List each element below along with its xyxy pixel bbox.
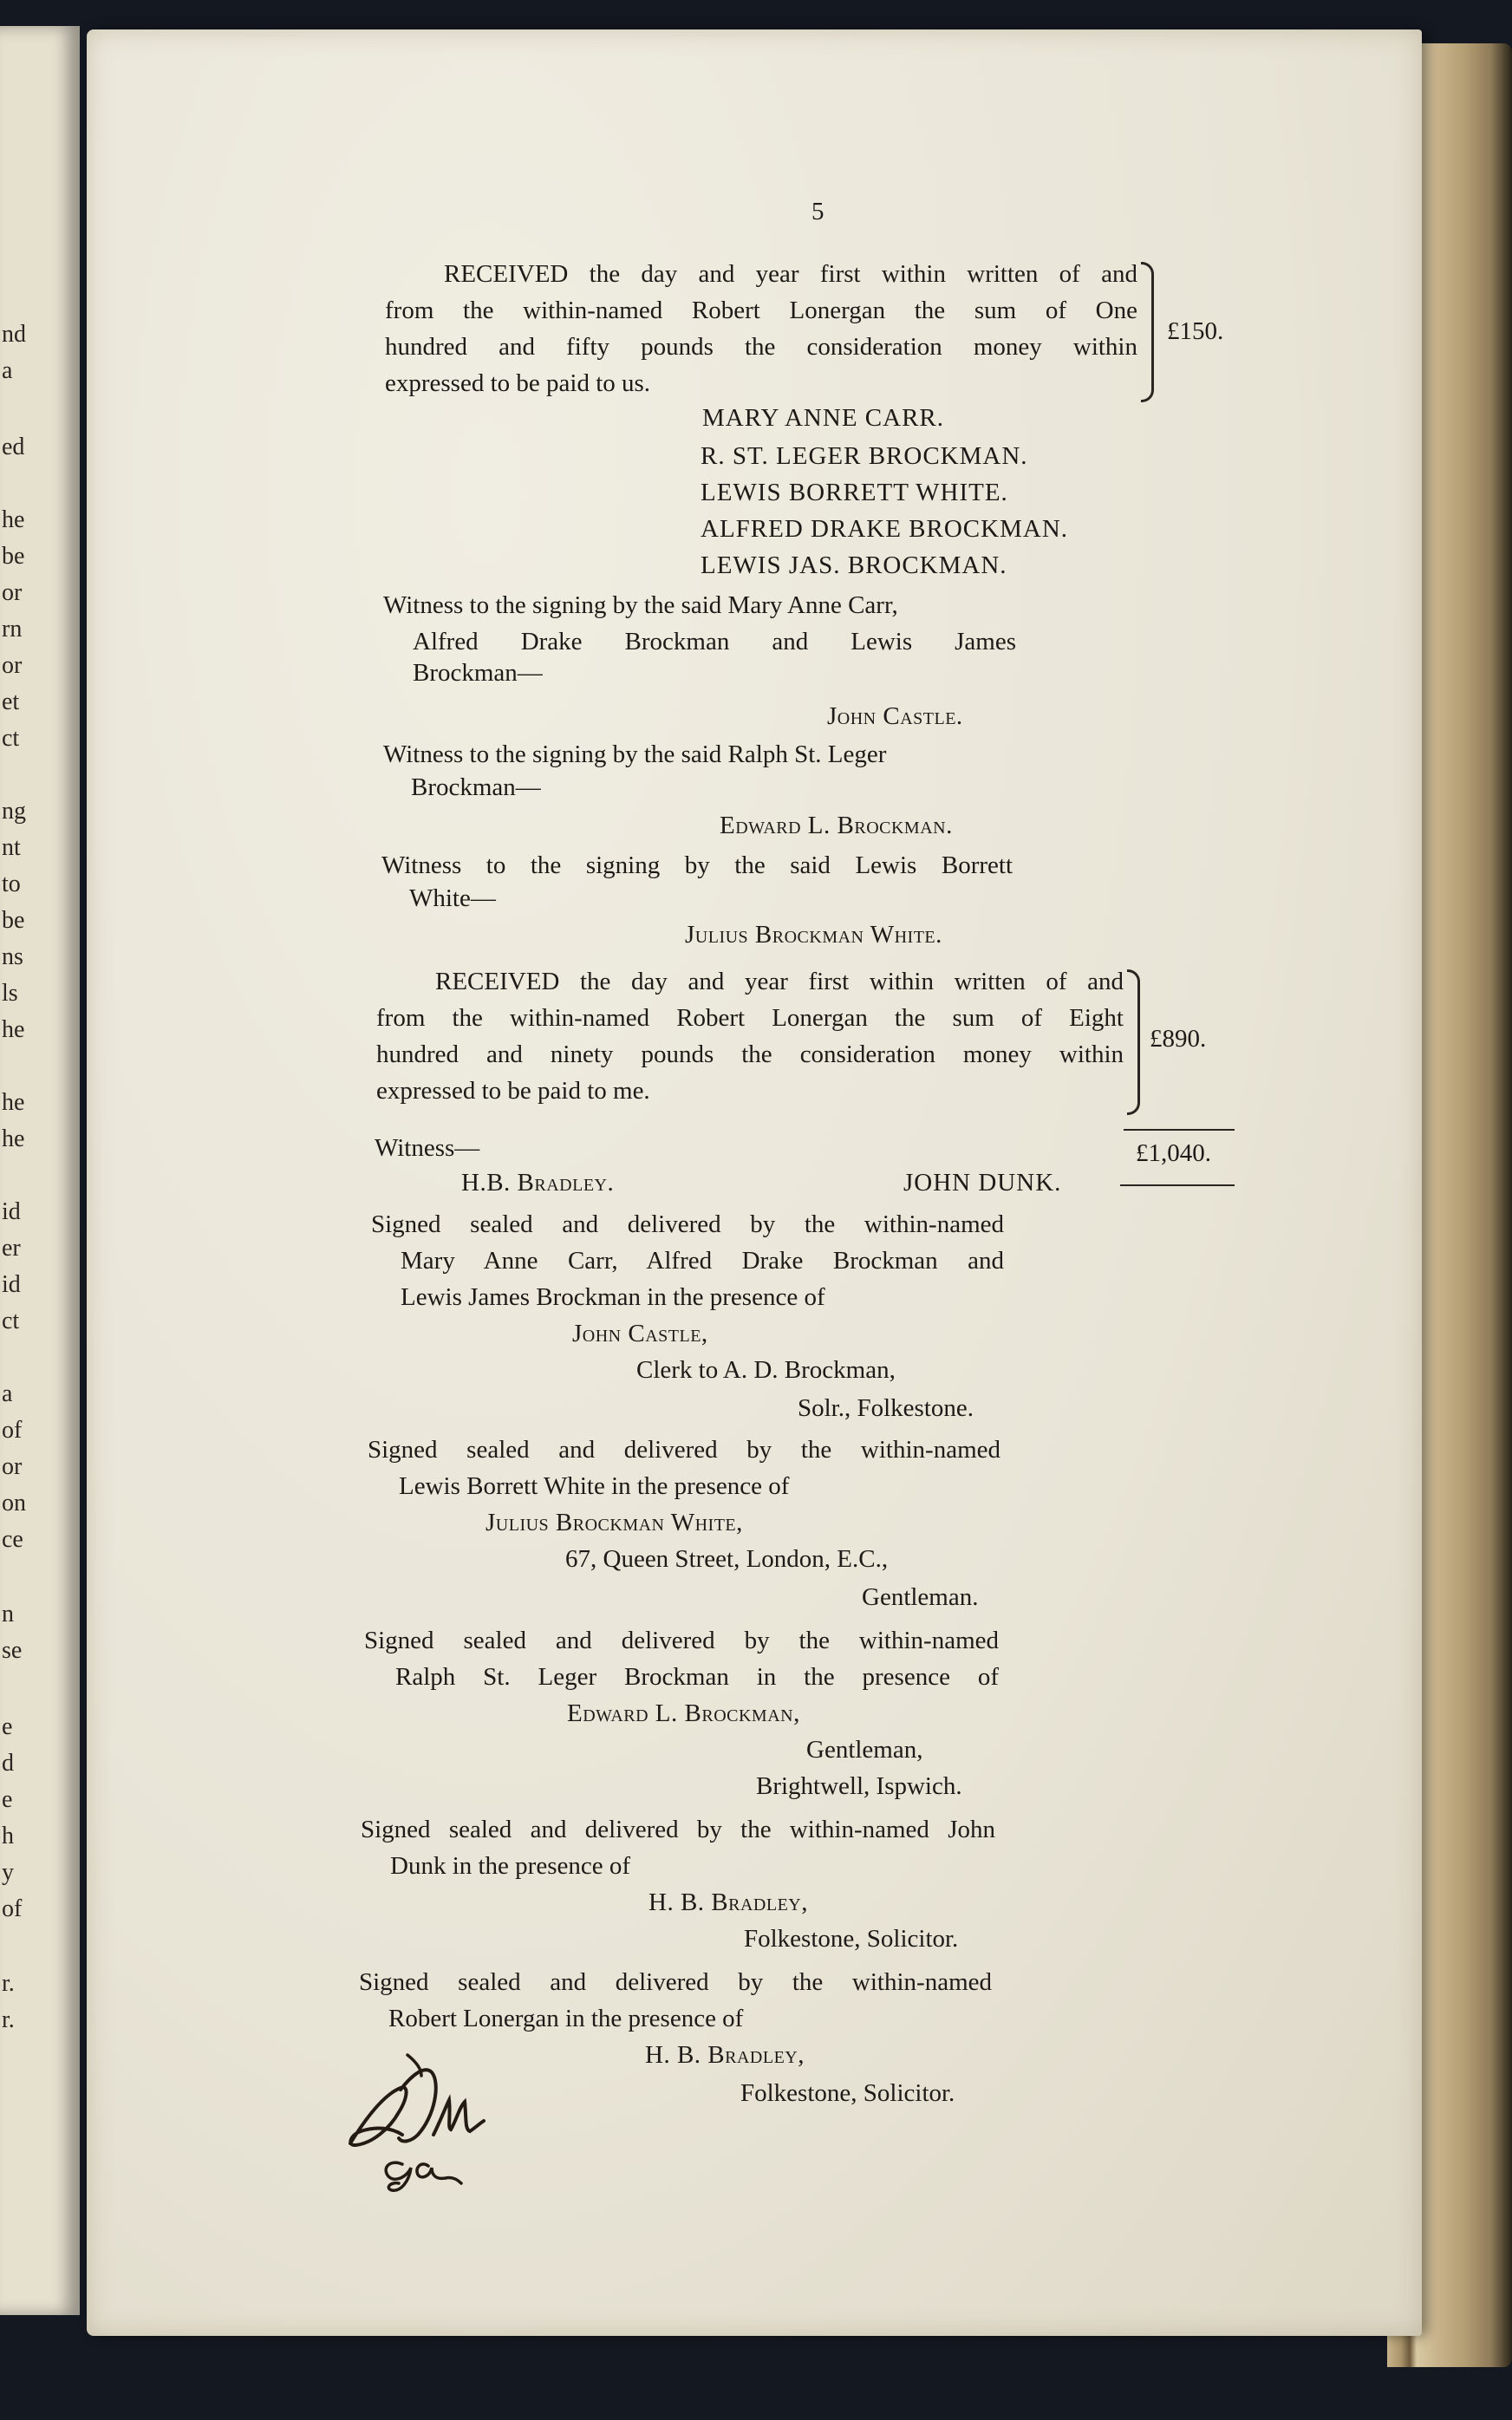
total-rule-bottom: [1120, 1184, 1235, 1186]
previous-page-text-fragments: [0, 26, 80, 2315]
witness-detail: Brightwell, Ispwich.: [756, 1772, 962, 1800]
witness-detail: Folkestone, Solicitor.: [744, 1925, 959, 1953]
previous-page-fragment: ns: [2, 943, 23, 970]
receipt-two-line: from the within-named Robert Lonergan the sum of Eight: [376, 1004, 1124, 1032]
sealed-line: Lewis Borrett White in the presence of: [399, 1472, 790, 1500]
witness-label: Witness—: [375, 1134, 480, 1162]
signatory-name: R. ST. LEGER BROCKMAN.: [701, 442, 1028, 470]
previous-page-fragment: er: [2, 1235, 21, 1262]
previous-page-fragment: id: [2, 1271, 21, 1298]
witness-detail: Gentleman.: [862, 1583, 979, 1611]
previous-page-fragment: ce: [2, 1526, 23, 1553]
sealed-line: Signed sealed and delivered by the within-named: [359, 1968, 992, 1996]
previous-page-fragment: y: [2, 1859, 14, 1886]
sealed-line: Dunk in the presence of: [390, 1852, 631, 1880]
signatory-name: LEWIS BORRETT WHITE.: [701, 479, 1008, 506]
witness-name: John Castle.: [827, 702, 963, 730]
receipt-one-line: expressed to be paid to us.: [385, 369, 651, 397]
previous-page-fragment: et: [2, 688, 20, 715]
brace-icon: [1141, 262, 1154, 402]
sealed-line: Mary Anne Carr, Alfred Drake Brockman and: [401, 1247, 1004, 1275]
total-amount: £1,040.: [1136, 1139, 1211, 1167]
receipt-two-amount: £890.: [1150, 1025, 1207, 1053]
previous-page-fragment: to: [2, 871, 21, 897]
witness-name: H. B. Bradley,: [648, 1888, 808, 1916]
previous-page-fragment: h: [2, 1823, 14, 1849]
receipt-two-line: RECEIVED the day and year first within written of and: [435, 968, 1124, 995]
page-number: 5: [811, 198, 824, 225]
previous-page-fragment: he: [2, 1089, 25, 1116]
sealed-line: Signed sealed and delivered by the within-named: [368, 1436, 1000, 1464]
sealed-line: Ralph St. Leger Brockman in the presence of: [395, 1663, 999, 1691]
receipt-one-line: RECEIVED the day and year first within written of and: [444, 260, 1137, 288]
previous-page-fragment: or: [2, 579, 23, 606]
previous-page-fragment: ct: [2, 725, 20, 752]
witness-name: H. B. Bradley,: [645, 2041, 805, 2069]
witness-name: Julius Brockman White,: [486, 1509, 743, 1536]
previous-page-fragment: be: [2, 907, 25, 934]
previous-page-fragment: e: [2, 1786, 13, 1813]
previous-page-edge: [0, 26, 80, 2315]
previous-page-fragment: r.: [2, 2006, 15, 2033]
witness-line: White—: [409, 884, 496, 912]
witness-name: H.B. Bradley.: [461, 1169, 615, 1197]
total-rule-top: [1124, 1129, 1235, 1131]
witness-line: Brockman—: [413, 659, 543, 687]
signatory-name: ALFRED DRAKE BROCKMAN.: [701, 515, 1069, 543]
sealed-line: Robert Lonergan in the presence of: [388, 2005, 744, 2032]
previous-page-fragment: ed: [2, 434, 25, 460]
previous-page-fragment: r.: [2, 1970, 15, 1997]
previous-page-fragment: nt: [2, 834, 21, 861]
handwritten-initials: [338, 2038, 503, 2194]
previous-page-fragment: be: [2, 543, 25, 570]
signer-name: JOHN DUNK.: [903, 1169, 1062, 1197]
sealed-line: Lewis James Brockman in the presence of: [401, 1283, 825, 1311]
witness-name: Edward L. Brockman.: [720, 812, 953, 839]
previous-page-fragment: ls: [2, 980, 18, 1007]
previous-page-fragment: of: [2, 1417, 23, 1444]
previous-page-fragment: or: [2, 652, 23, 679]
witness-detail: Gentleman,: [806, 1736, 923, 1764]
previous-page-fragment: ct: [2, 1308, 20, 1334]
previous-page-fragment: ng: [2, 798, 26, 825]
witness-detail: 67, Queen Street, London, E.C.,: [565, 1545, 889, 1573]
receipt-two-line: expressed to be paid to me.: [376, 1077, 650, 1105]
receipt-two-line: hundred and ninety pounds the consideration money within: [376, 1040, 1124, 1068]
signatory-name: MARY ANNE CARR.: [702, 404, 945, 432]
previous-page-fragment: e: [2, 1713, 13, 1740]
previous-page-fragment: se: [2, 1637, 23, 1664]
receipt-one-amount: £150.: [1167, 317, 1224, 345]
witness-name: John Castle,: [572, 1320, 708, 1347]
witness-name: Julius Brockman White.: [685, 921, 942, 949]
witness-line: Witness to the signing by the said Ralph St. Leger: [383, 740, 887, 768]
previous-page-fragment: he: [2, 506, 25, 533]
witness-line: Witness to the signing by the said Lewis Borrett: [381, 851, 1013, 879]
witness-line: Witness to the signing by the said Mary Anne Carr,: [383, 591, 898, 619]
previous-page-fragment: id: [2, 1198, 21, 1225]
previous-page-fragment: of: [2, 1895, 23, 1922]
previous-page-fragment: n: [2, 1601, 14, 1627]
previous-page-fragment: or: [2, 1453, 23, 1480]
witness-detail: Folkestone, Solicitor.: [740, 2079, 955, 2107]
sealed-line: Signed sealed and delivered by the within-named: [364, 1627, 999, 1654]
witness-name: Edward L. Brockman,: [567, 1699, 800, 1727]
brace-icon: [1127, 969, 1140, 1115]
witness-detail: Solr., Folkestone.: [798, 1394, 974, 1422]
receipt-one-line: from the within-named Robert Lonergan the sum of One: [385, 297, 1137, 324]
sealed-line: Signed sealed and delivered by the within-named: [371, 1210, 1004, 1238]
previous-page-fragment: he: [2, 1016, 25, 1043]
previous-page-fragment: a: [2, 357, 13, 384]
previous-page-fragment: rn: [2, 616, 23, 643]
previous-page-fragment: d: [2, 1750, 14, 1777]
previous-page-fragment: on: [2, 1490, 26, 1517]
previous-page-fragment: he: [2, 1125, 25, 1152]
witness-line: Brockman—: [411, 773, 541, 801]
witness-line: Alfred Drake Brockman and Lewis James: [413, 628, 1016, 656]
receipt-one-line: hundred and fifty pounds the consideration money within: [385, 333, 1137, 361]
witness-detail: Clerk to A. D. Brockman,: [636, 1356, 896, 1384]
previous-page-fragment: a: [2, 1380, 13, 1407]
signatory-name: LEWIS JAS. BROCKMAN.: [701, 551, 1007, 579]
sealed-line: Signed sealed and delivered by the within-named John: [361, 1816, 995, 1843]
previous-page-fragment: nd: [2, 321, 26, 348]
